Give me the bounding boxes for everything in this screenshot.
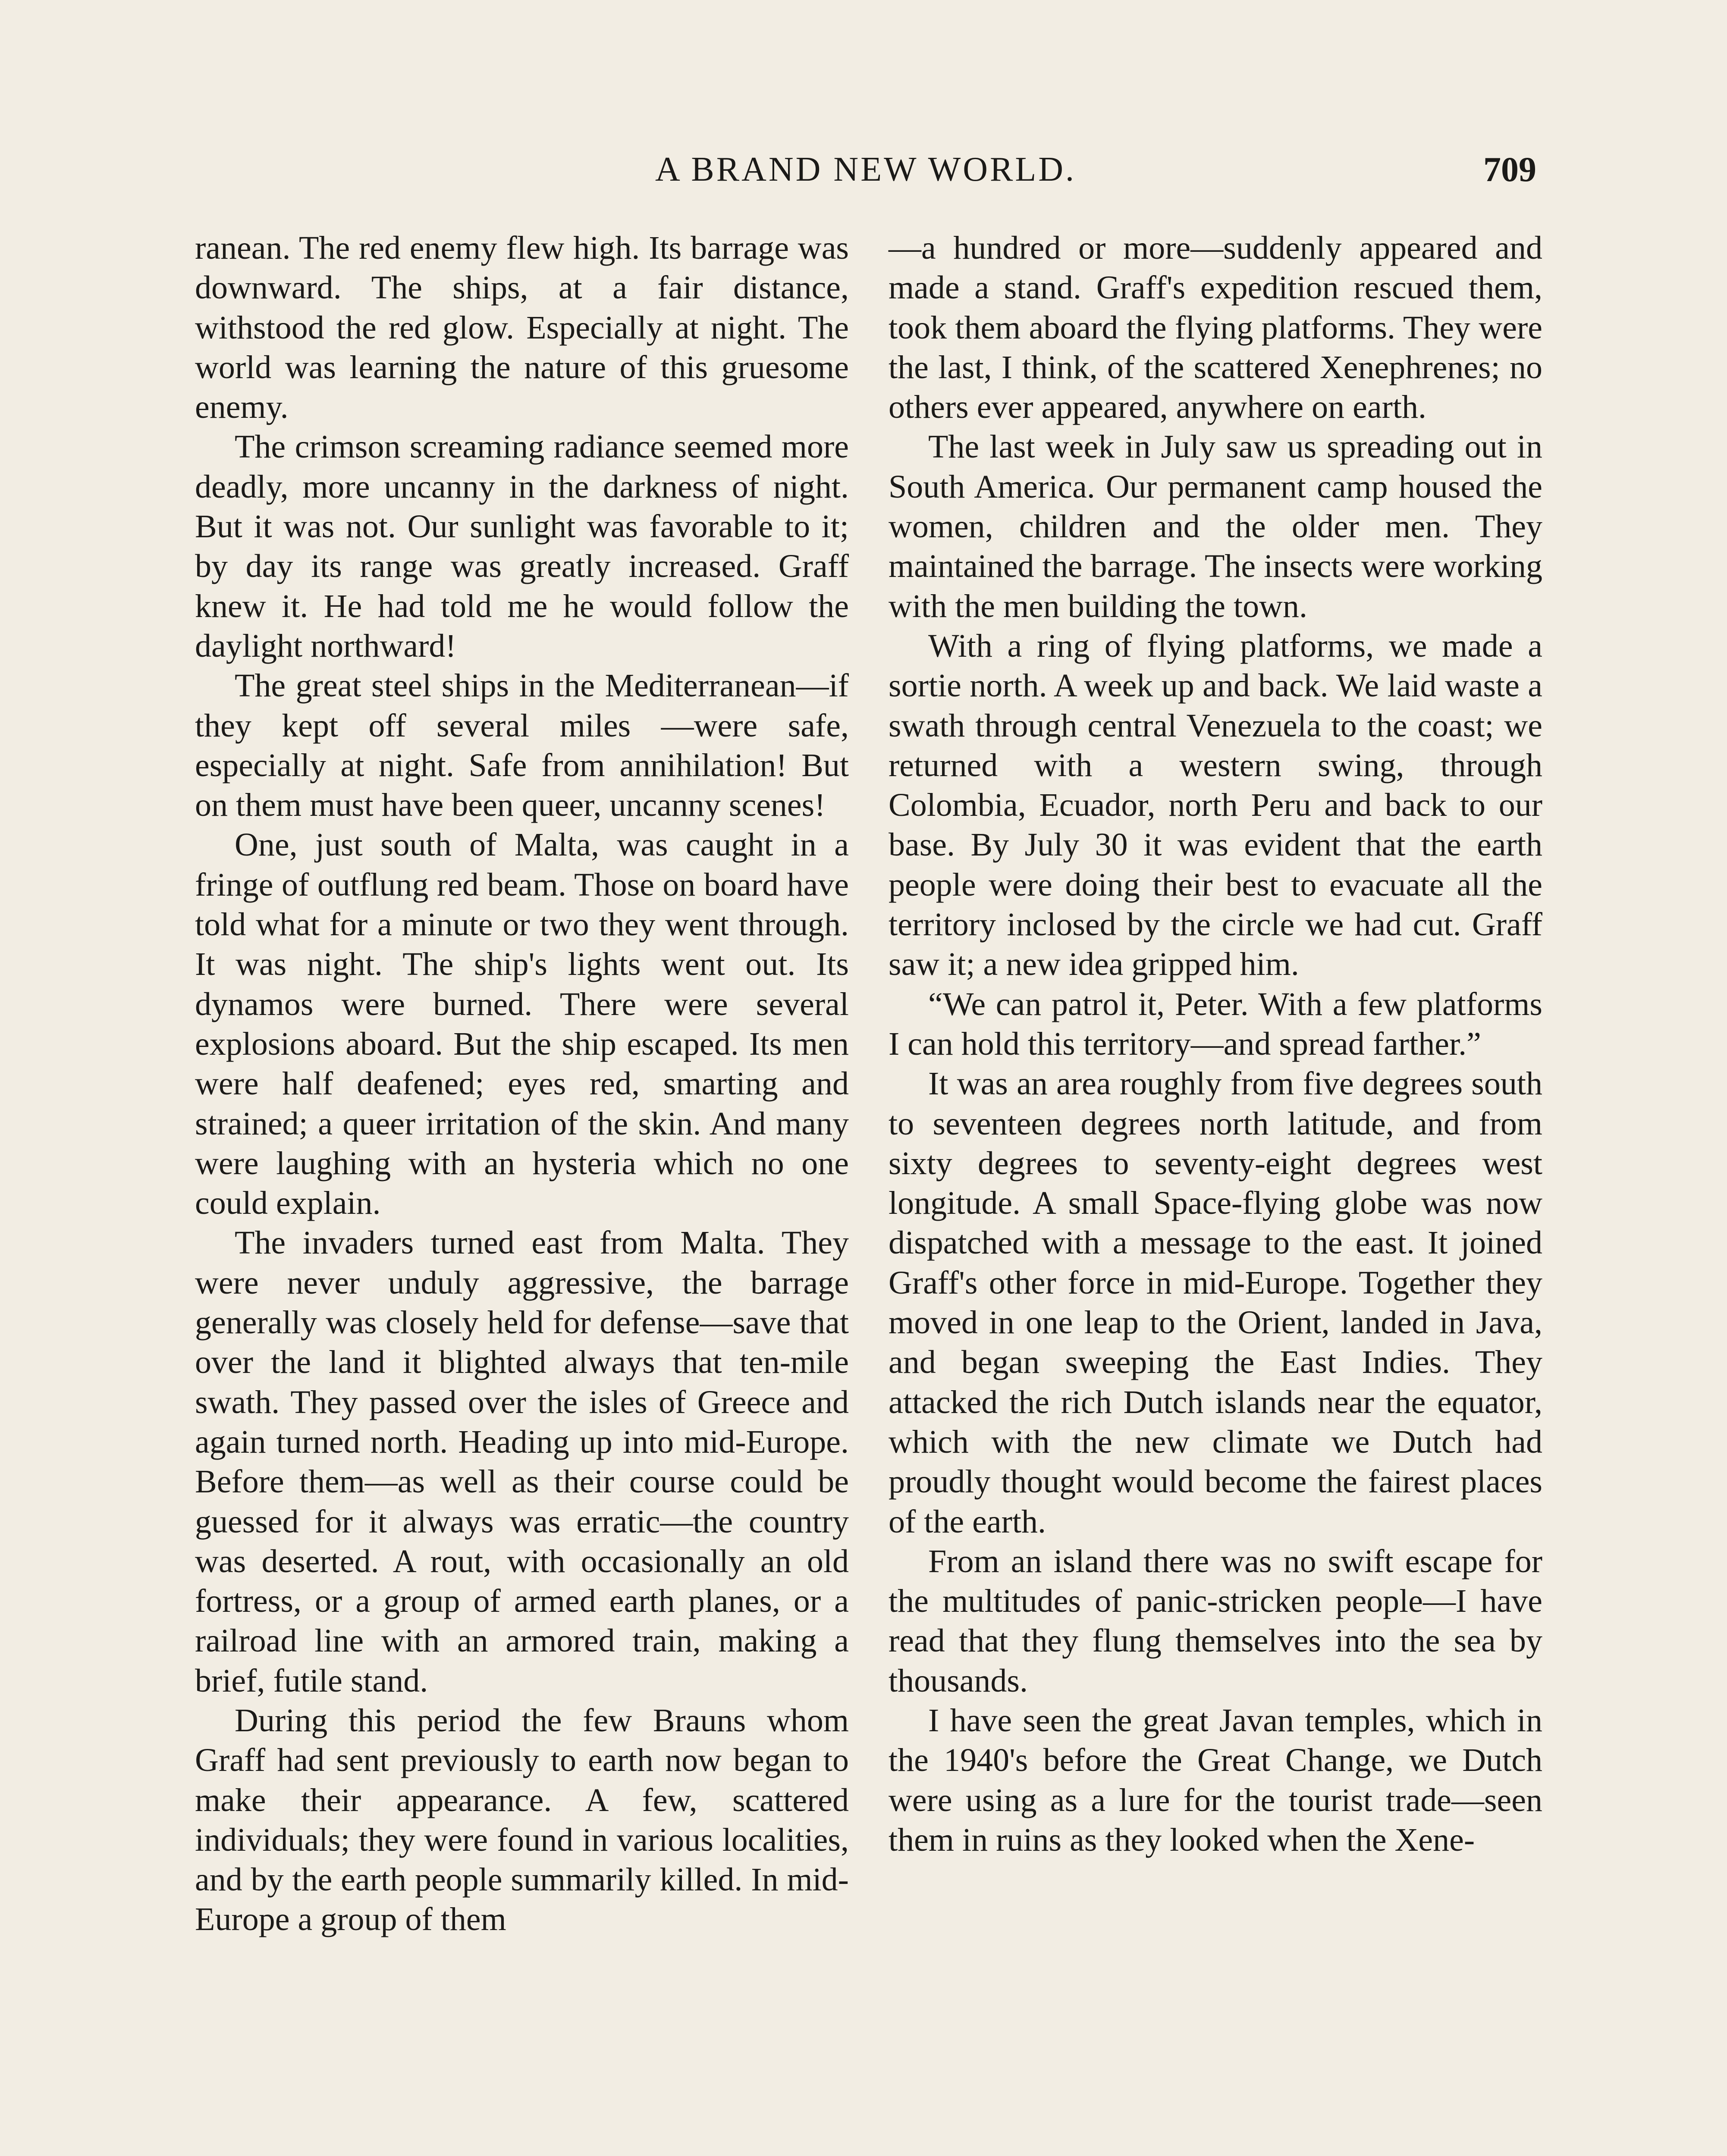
paragraph: The last week in July saw us spreading out in South America. Our permanent camp housed the women, children and the older men. They maintained the barrage. The insects were working with the men building the town. xyxy=(889,429,1542,624)
paragraph: The invaders turned east from Malta. They were never unduly aggressive, the barrage generally was closely held for defense—save that over the land it blighted always that ten-mile swath. They passed over the isles of Greece and again turned north. Heading up into mid-Europe. Before them—as well as their course could be guessed for it always was erratic—the country was deserted. A rout, with occasionally an old fortress, or a group of armed earth planes, or a railroad line with an armored train, making a brief, futile stand. xyxy=(195,1225,849,1699)
left-column xyxy=(195,228,849,1940)
paragraph: It was an area roughly from five degrees south to seventeen degrees north latitude, and from sixty degrees to seventy-eight degrees west longitude. A small Space-flying globe was now dispatched with a message to the east. It joined Graff's other force in mid-Europe. Together they moved in one leap to the Orient, landed in Java, and began sweeping the East Indies. They attacked the rich Dutch islands near the equator, which with the new climate we Dutch had proudly thought would become the fairest places of the earth. xyxy=(889,1065,1542,1540)
paragraph: The great steel ships in the Mediterranean—if they kept off several miles —were safe, especially at night. Safe from annihilation! But on them must have been queer, uncanny scenes! xyxy=(195,667,849,824)
paragraph: —a hundred or more—suddenly appeared and made a stand. Graff's expedition rescued them, took them aboard the flying platforms. They were the last, I think, of the scattered Xenephrenes; no others ever appeared, anywhere on earth. xyxy=(889,230,1542,426)
running-title: A BRAND NEW WORLD. xyxy=(655,150,1076,188)
page-number: 709 xyxy=(1483,150,1536,189)
paragraph: ranean. The red enemy flew high. Its barrage was downward. The ships, at a fair distance, withstood the red glow. Especially at night. The world was learning the nature of this gruesome enemy. xyxy=(195,230,849,426)
right-column xyxy=(889,228,1542,1860)
paragraph: During this period the few Brauns whom Graff had sent previously to earth now began to make their appearance. A few, scattered individuals; they were found in various localities, and by the earth people summarily killed. In mid-Europe a group of them xyxy=(195,1702,849,1938)
paragraph: The crimson screaming radiance seemed more deadly, more uncanny in the darkness of night. But it was not. Our sunlight was favorable to it; by day its range was greatly increased. Graff knew it. He had told me he would follow the daylight northward! xyxy=(195,429,849,664)
paragraph: “We can patrol it, Peter. With a few platforms I can hold this territory—and spread farther.” xyxy=(889,986,1542,1062)
paragraph: From an island there was no swift escape for the multitudes of panic-stricken people—I have read that they flung themselves into the sea by thousands. xyxy=(889,1543,1542,1699)
paragraph: One, just south of Malta, was caught in a fringe of outflung red beam. Those on board have told what for a minute or two they went through. It was night. The ship's lights went out. Its dynamos were burned. There were several explosions aboard. But the ship escaped. Its men were half deafened; eyes red, smarting and strained; a queer irritation of the skin. And many were laughing with an hysteria which no one could explain. xyxy=(195,827,849,1222)
page-header xyxy=(195,137,1536,202)
paragraph: I have seen the great Javan temples, which in the 1940's before the Great Change, we Dutch were using as a lure for the tourist trade—seen them in ruins as they looked when the Xene- xyxy=(889,1702,1542,1858)
paragraph: With a ring of flying platforms, we made a sortie north. A week up and back. We laid waste a swath through central Venezuela to the coast; we returned with a western swing, through Colombia, Ecuador, north Peru and back to our base. By July 30 it was evident that the earth people were doing their best to evacuate all the territory inclosed by the circle we had cut. Graff saw it; a new idea gripped him. xyxy=(889,627,1542,983)
